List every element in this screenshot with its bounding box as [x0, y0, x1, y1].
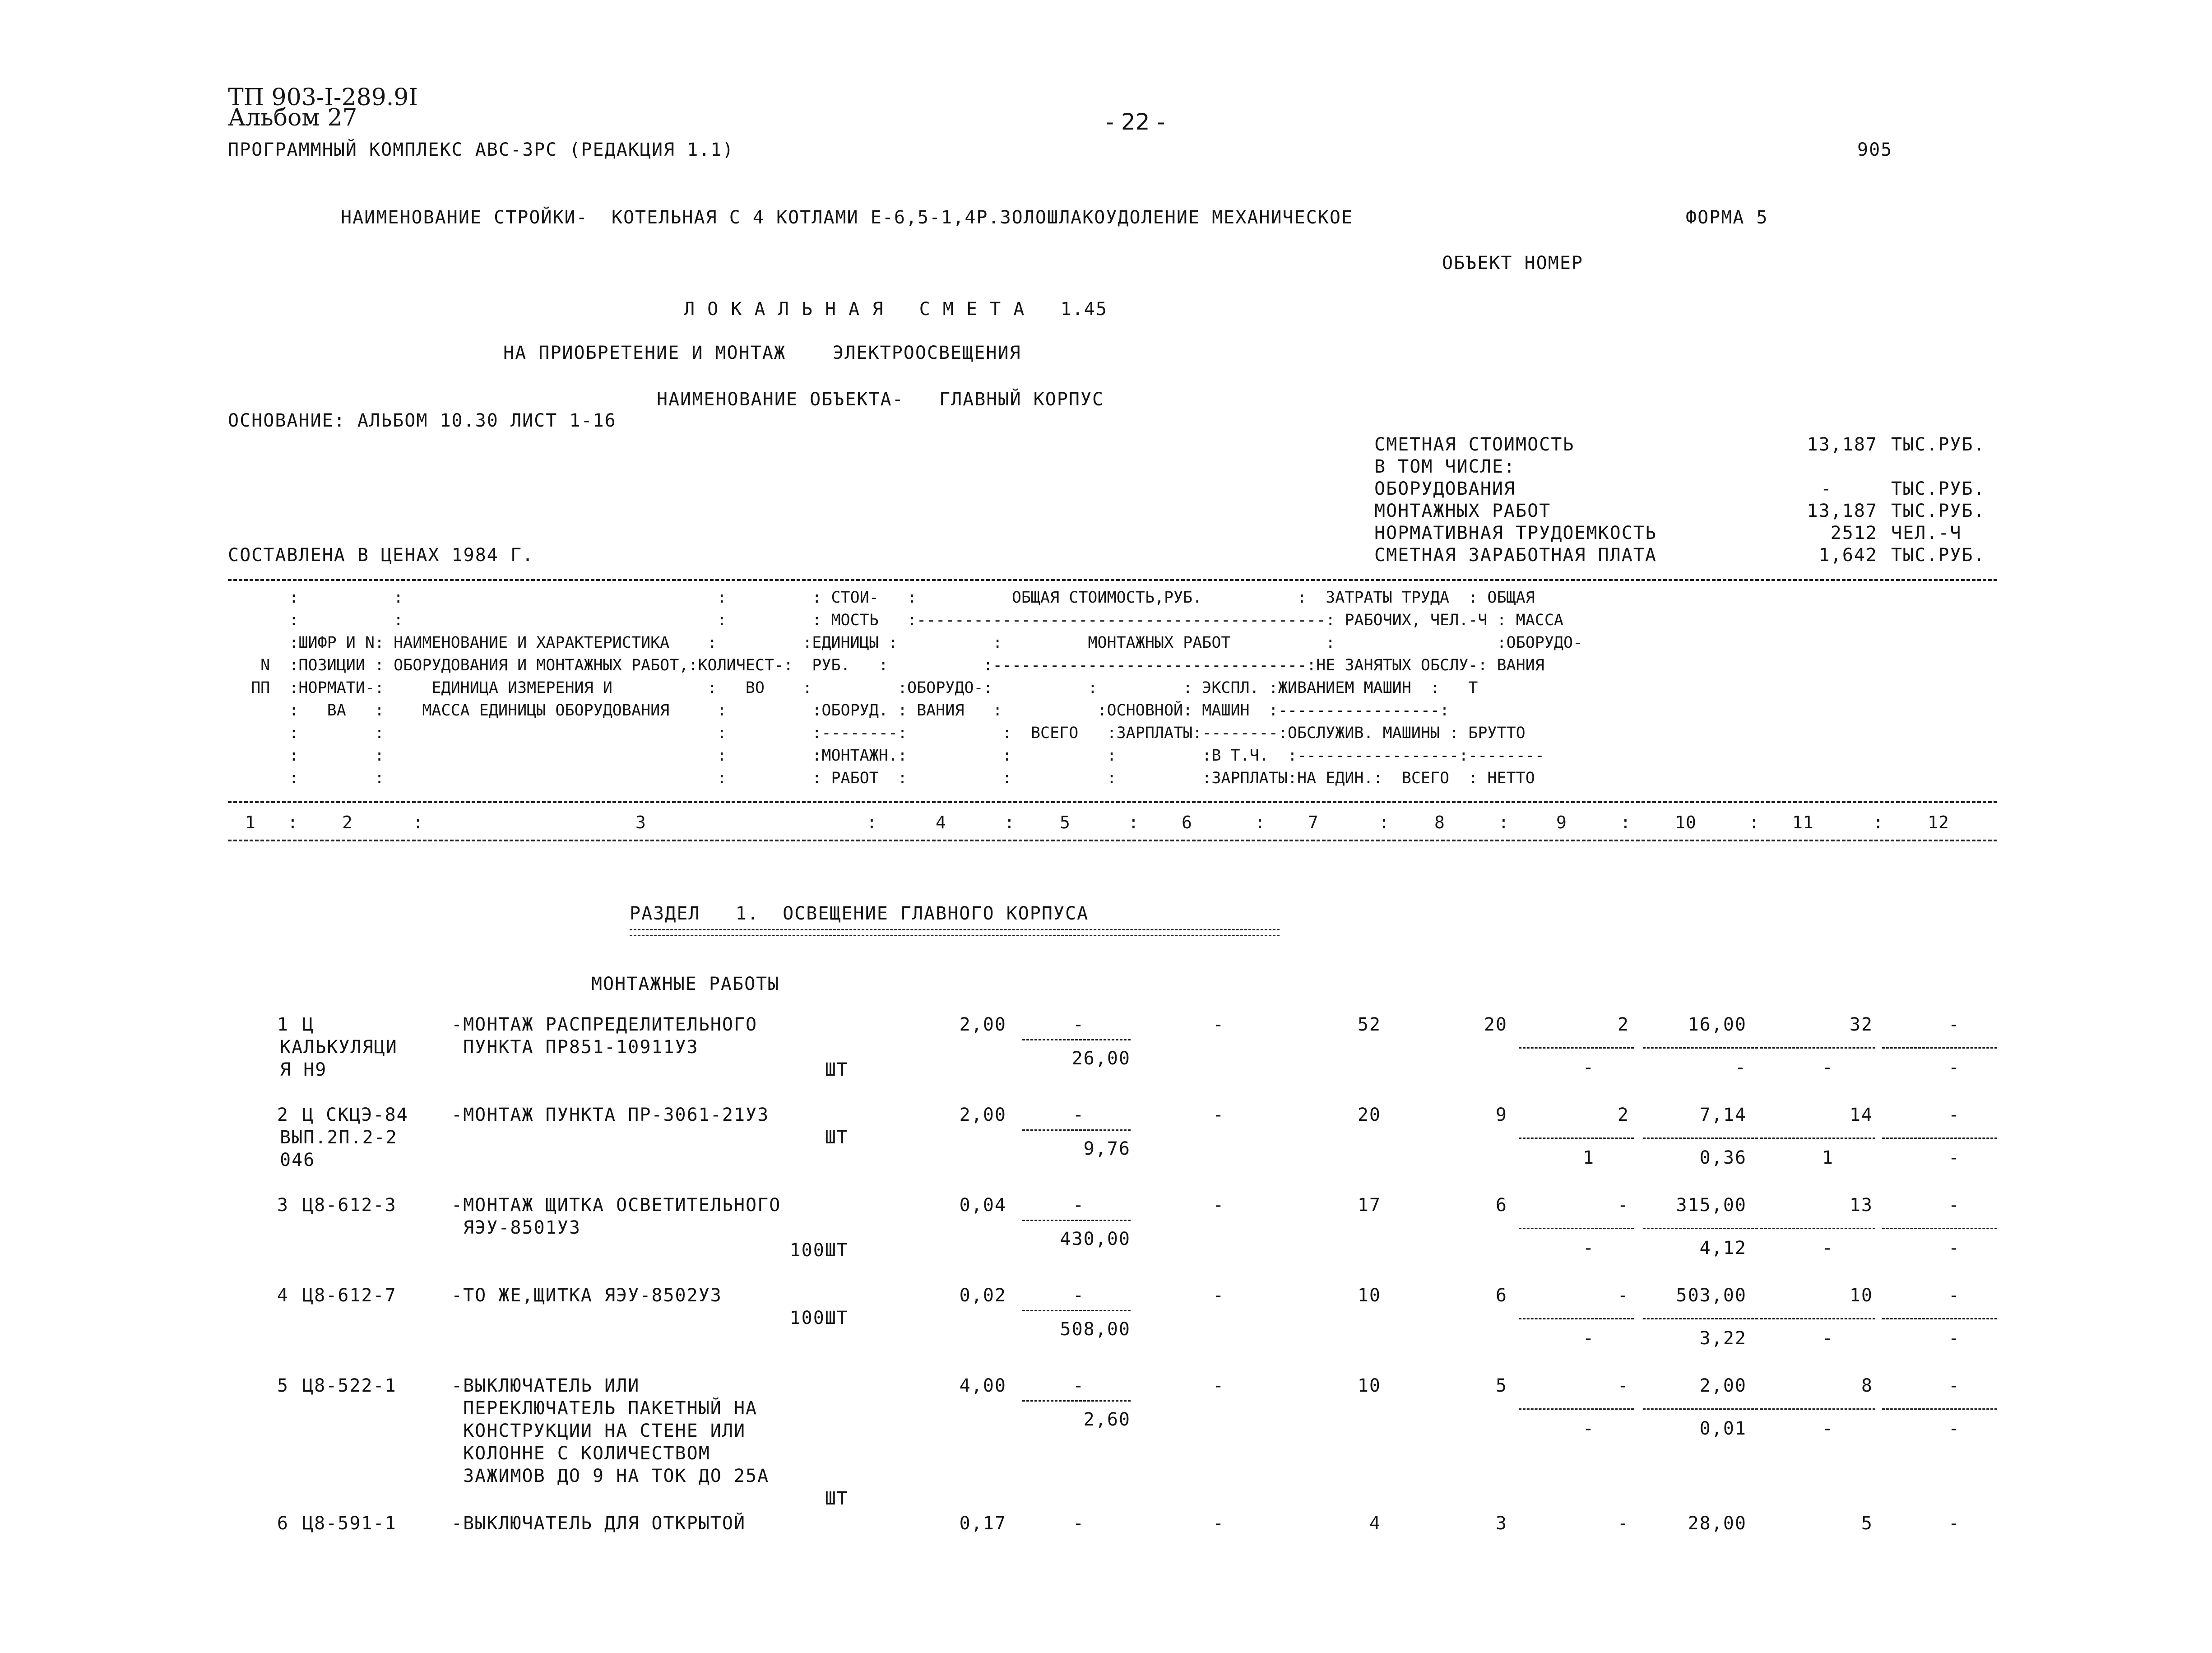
row-total: 17 — [1357, 1195, 1381, 1216]
column-separator: : — [413, 813, 424, 832]
row-equipment-price: - — [1072, 1195, 1085, 1216]
row-mass-net: - — [1948, 1057, 1961, 1078]
row-unit: ШТ — [825, 1127, 849, 1148]
table-header-rule — [228, 801, 1997, 803]
row-mass: - — [1948, 1014, 1961, 1035]
row-equipment-price: - — [1072, 1014, 1085, 1035]
row-total: 20 — [1357, 1105, 1381, 1125]
row-machine-exploitation: - — [1617, 1285, 1629, 1306]
table-header — [241, 590, 2002, 802]
row-labor-divider — [1519, 1047, 1634, 1049]
row-labor-total: 8 — [1861, 1375, 1873, 1396]
summary-value: - — [1820, 478, 1832, 499]
row-unit: 100ШТ — [789, 1240, 849, 1261]
row-labor-machines-per-unit: - — [1734, 1057, 1747, 1078]
row-machine-wage: - — [1582, 1328, 1595, 1349]
header-line: : : : :--------: : ВСЕГО :ЗАРПЛАТЫ:--------:ОБСЛУЖИВ. МАШИНЫ : БРУТТО — [241, 724, 1526, 742]
row-description: ЯЭУ-8501У3 — [451, 1217, 581, 1238]
row-unit: ШТ — [825, 1059, 849, 1080]
header-line: : : : :МОНТАЖН.: : : :В Т.Ч. :-----------------:-------- — [241, 747, 1544, 765]
header-line: :ШИФР И N: НАИМЕНОВАНИЕ И ХАРАКТЕРИСТИКА : :ЕДИНИЦЫ : : МОНТАЖНЫХ РАБОТ : :ОБОРУДО- — [241, 634, 1583, 652]
row-description: -МОНТАЖ ЩИТКА ОСВЕТИТЕЛЬНОГО — [451, 1195, 781, 1216]
row-description: -МОНТАЖ РАСПРЕДЕЛИТЕЛЬНОГО — [451, 1014, 758, 1035]
row-machine-exploitation: 2 — [1617, 1105, 1629, 1125]
row-labor-divider — [1882, 1138, 1997, 1139]
row-labor-divider — [1760, 1228, 1875, 1229]
row-total: 4 — [1369, 1513, 1381, 1534]
column-number: 2 — [342, 813, 353, 832]
row-code: 046 — [280, 1150, 315, 1170]
summary-unit: ТЫС.РУБ. — [1891, 478, 1985, 499]
row-total: 10 — [1357, 1285, 1381, 1306]
row-base-wage: 6 — [1495, 1285, 1507, 1306]
row-price-divider — [1022, 1039, 1131, 1040]
row-mounting-price: 430,00 — [1060, 1229, 1131, 1249]
row-labor-divider — [1519, 1318, 1634, 1319]
row-labor-divider — [1760, 1408, 1875, 1410]
summary-unit: ТЫС.РУБ. — [1891, 434, 1985, 455]
summary-unit: ЧЕЛ.-Ч — [1891, 523, 1962, 543]
summary-unit: ТЫС.РУБ. — [1891, 545, 1985, 566]
row-labor-per-unit: 2,00 — [1699, 1375, 1747, 1396]
row-labor-divider — [1882, 1047, 1997, 1049]
row-number: 6 — [277, 1513, 289, 1534]
column-separator: : — [1749, 813, 1760, 832]
row-labor-divider — [1643, 1318, 1758, 1319]
column-number: 11 — [1792, 813, 1814, 832]
row-labor-machines-per-unit: 4,12 — [1699, 1238, 1747, 1258]
row-code: КАЛЬКУЛЯЦИ — [280, 1037, 398, 1058]
row-number: 4 — [277, 1285, 289, 1306]
summary-value: 1,642 — [1818, 545, 1878, 566]
row-mass-net: - — [1948, 1147, 1961, 1168]
estimate-title: Л О К А Л Ь Н А Я С М Е Т А 1.45 — [684, 299, 1108, 320]
row-labor-divider — [1519, 1408, 1634, 1410]
form-label: ФОРМА 5 — [1686, 207, 1768, 228]
row-labor-machines-total: - — [1822, 1328, 1834, 1349]
column-number: 12 — [1928, 813, 1949, 832]
row-mounting-price: 26,00 — [1071, 1048, 1131, 1069]
row-base-wage: 20 — [1484, 1014, 1507, 1035]
row-price-divider — [1022, 1220, 1131, 1221]
row-number: 3 — [277, 1195, 289, 1216]
row-labor-total: 5 — [1861, 1513, 1873, 1534]
document-code-stamp: ТП 903-I-289.9I — [228, 84, 418, 111]
row-machine-wage: - — [1582, 1418, 1595, 1439]
column-separator: : — [1498, 813, 1509, 832]
row-mass: - — [1948, 1105, 1961, 1125]
row-labor-divider — [1882, 1318, 1997, 1319]
column-number: 4 — [936, 813, 946, 832]
row-labor-per-unit: 315,00 — [1676, 1195, 1747, 1216]
row-labor-divider — [1882, 1408, 1997, 1410]
row-quantity: 4,00 — [959, 1375, 1006, 1396]
object-number-label: ОБЪЕКТ НОМЕР — [1442, 253, 1583, 274]
row-mounting-price: 508,00 — [1060, 1319, 1131, 1340]
summary-label: МОНТАЖНЫХ РАБОТ — [1374, 501, 1551, 521]
row-code: Я Н9 — [280, 1059, 327, 1080]
row-labor-total: 10 — [1849, 1285, 1873, 1306]
row-equipment-total: - — [1212, 1513, 1225, 1534]
row-unit: 100ШТ — [789, 1308, 849, 1328]
row-labor-divider — [1643, 1047, 1758, 1049]
row-labor-divider — [1643, 1228, 1758, 1229]
row-description: ПЕРЕКЛЮЧАТЕЛЬ ПАКЕТНЫЙ НА — [451, 1398, 758, 1419]
row-equipment-price: - — [1072, 1375, 1085, 1396]
section-title: РАЗДЕЛ 1. ОСВЕЩЕНИЕ ГЛАВНОГО КОРПУСА — [630, 903, 1089, 924]
row-mass-net: - — [1948, 1238, 1961, 1258]
row-equipment-price: - — [1072, 1513, 1085, 1534]
row-machine-exploitation: - — [1617, 1195, 1629, 1216]
row-labor-total: 32 — [1849, 1014, 1873, 1035]
section-underline — [630, 929, 1280, 936]
row-labor-divider — [1760, 1318, 1875, 1319]
column-separator: : — [1255, 813, 1266, 832]
row-mass: - — [1948, 1513, 1961, 1534]
row-price-divider — [1022, 1310, 1131, 1311]
row-machine-wage: - — [1582, 1057, 1595, 1078]
summary-value: 13,187 — [1807, 434, 1878, 455]
row-labor-machines-total: - — [1822, 1057, 1834, 1078]
summary-label: В ТОМ ЧИСЛЕ: — [1374, 456, 1516, 477]
row-description: -ТО ЖЕ,ЩИТКА ЯЭУ-8502У3 — [451, 1285, 722, 1306]
header-line: ПП :НОРМАТИ-: ЕДИНИЦА ИЗМЕРЕНИЯ И : ВО : :ОБОРУДО-: : : ЭКСПЛ. :ЖИВАНИЕМ МАШИН : Т — [241, 679, 1478, 697]
summary-value: 2512 — [1830, 523, 1878, 543]
row-quantity: 0,04 — [959, 1195, 1006, 1216]
header-line: : : : : РАБОТ : : : :ЗАРПЛАТЫ:НА ЕДИН.: ВСЕГО : НЕТТО — [241, 769, 1535, 787]
row-total: 10 — [1357, 1375, 1381, 1396]
row-quantity: 0,02 — [959, 1285, 1006, 1306]
program-line: ПРОГРАММНЫЙ КОМПЛЕКС АВС-3РС (РЕДАКЦИЯ 1.1) — [228, 139, 734, 160]
summary-label: НОРМАТИВНАЯ ТРУДОЕМКОСТЬ — [1374, 523, 1657, 543]
row-number: 1 — [277, 1014, 289, 1035]
column-number: 3 — [635, 813, 646, 832]
column-number: 1 — [245, 813, 256, 832]
row-labor-divider — [1760, 1047, 1875, 1049]
summary-label: СМЕТНАЯ ЗАРАБОТНАЯ ПЛАТА — [1374, 545, 1657, 566]
subsection-title: МОНТАЖНЫЕ РАБОТЫ — [591, 974, 780, 994]
row-description: ЗАЖИМОВ ДО 9 НА ТОК ДО 25А — [451, 1466, 770, 1486]
row-mass-net: - — [1948, 1328, 1961, 1349]
row-code: Ц — [302, 1014, 315, 1035]
row-machine-wage: - — [1582, 1238, 1595, 1258]
row-labor-divider — [1643, 1408, 1758, 1410]
summary-value: 13,187 — [1807, 501, 1878, 521]
header-line: : : : : СТОИ- : ОБЩАЯ СТОИМОСТЬ,РУБ. : ЗАТРАТЫ ТРУДА : ОБЩАЯ — [241, 590, 1535, 607]
summary-label: СМЕТНАЯ СТОИМОСТЬ — [1374, 434, 1575, 455]
row-description: ПУНКТА ПР851-10911У3 — [451, 1037, 699, 1058]
column-separator: : — [1873, 813, 1884, 832]
row-equipment-total: - — [1212, 1014, 1225, 1035]
row-code: Ц8-612-3 — [302, 1195, 397, 1216]
row-labor-per-unit: 28,00 — [1688, 1513, 1747, 1534]
row-machine-wage: 1 — [1582, 1147, 1595, 1168]
row-labor-machines-total: - — [1822, 1418, 1834, 1439]
row-code: Ц8-591-1 — [302, 1513, 397, 1534]
row-labor-machines-per-unit: 3,22 — [1699, 1328, 1747, 1349]
column-separator: : — [1128, 813, 1139, 832]
object-name: НАИМЕНОВАНИЕ ОБЪЕКТА- ГЛАВНЫЙ КОРПУС — [657, 389, 1104, 410]
table-column-number-rule — [228, 840, 1997, 841]
row-number: 5 — [277, 1375, 289, 1396]
page-number: - 22 - — [1106, 109, 1165, 135]
row-labor-machines-per-unit: 0,01 — [1699, 1418, 1747, 1439]
column-number: 9 — [1556, 813, 1567, 832]
album-stamp: Альбом 27 — [228, 104, 357, 131]
row-unit: ШТ — [825, 1488, 849, 1509]
column-number: 8 — [1434, 813, 1445, 832]
row-labor-per-unit: 16,00 — [1688, 1014, 1747, 1035]
row-description: -ВЫКЛЮЧАТЕЛЬ ДЛЯ ОТКРЫТОЙ — [451, 1513, 746, 1534]
row-machine-exploitation: 2 — [1617, 1014, 1629, 1035]
row-base-wage: 5 — [1495, 1375, 1507, 1396]
row-description: КОЛОННЕ С КОЛИЧЕСТВОМ — [451, 1443, 710, 1464]
row-labor-machines-per-unit: 0,36 — [1699, 1147, 1747, 1168]
row-description: КОНСТРУКЦИИ НА СТЕНЕ ИЛИ — [451, 1421, 746, 1441]
row-price-divider — [1022, 1129, 1131, 1131]
column-number: 10 — [1675, 813, 1697, 832]
row-labor-divider — [1519, 1138, 1634, 1139]
row-mounting-price: 2,60 — [1083, 1409, 1131, 1430]
row-equipment-total: - — [1212, 1105, 1225, 1125]
row-base-wage: 3 — [1495, 1513, 1507, 1534]
row-quantity: 2,00 — [959, 1105, 1006, 1125]
row-labor-divider — [1643, 1138, 1758, 1139]
row-code: ВЫП.2П.2-2 — [280, 1127, 398, 1148]
row-machine-exploitation: - — [1617, 1513, 1629, 1534]
column-number: 6 — [1182, 813, 1192, 832]
row-base-wage: 9 — [1495, 1105, 1507, 1125]
row-mounting-price: 9,76 — [1083, 1138, 1131, 1159]
construction-line: НАИМЕНОВАНИЕ СТРОЙКИ- КОТЕЛЬНАЯ С 4 КОТЛАМИ Е-6,5-1,4Р.ЗОЛОШЛАКОУДОЛЕНИЕ МЕХАНИЧЕСКОЕ — [341, 207, 1354, 228]
row-labor-divider — [1760, 1138, 1875, 1139]
column-separator: : — [867, 813, 877, 832]
row-mass: - — [1948, 1195, 1961, 1216]
row-description: -МОНТАЖ ПУНКТА ПР-3061-21У3 — [451, 1105, 770, 1125]
row-labor-divider — [1882, 1228, 1997, 1229]
row-labor-divider — [1519, 1228, 1634, 1229]
row-total: 52 — [1357, 1014, 1381, 1035]
row-quantity: 0,17 — [959, 1513, 1006, 1534]
row-price-divider — [1022, 1400, 1131, 1402]
estimate-subject: НА ПРИОБРЕТЕНИЕ И МОНТАЖ ЭЛЕКТРООСВЕЩЕНИЯ — [503, 343, 1021, 363]
table-top-rule — [228, 579, 1997, 581]
row-quantity: 2,00 — [959, 1014, 1006, 1035]
row-labor-total: 14 — [1849, 1105, 1873, 1125]
column-separator: : — [1004, 813, 1015, 832]
row-labor-per-unit: 7,14 — [1699, 1105, 1747, 1125]
program-code: 905 — [1857, 139, 1893, 160]
summary-unit: ТЫС.РУБ. — [1891, 501, 1985, 521]
column-number: 7 — [1308, 813, 1319, 832]
row-labor-machines-total: 1 — [1822, 1147, 1834, 1168]
column-number: 5 — [1060, 813, 1071, 832]
basis-line: ОСНОВАНИЕ: АЛЬБОМ 10.30 ЛИСТ 1-16 — [228, 410, 617, 431]
row-labor-total: 13 — [1849, 1195, 1873, 1216]
summary-label: ОБОРУДОВАНИЯ — [1374, 478, 1516, 499]
header-line: : ВА : МАССА ЕДИНИЦЫ ОБОРУДОВАНИЯ : :ОБОРУД. : ВАНИЯ : :ОСНОВНОЙ: МАШИН :-----------------: — [241, 701, 1450, 720]
row-number: 2 — [277, 1105, 289, 1125]
row-code: Ц8-612-7 — [302, 1285, 397, 1306]
row-equipment-total: - — [1212, 1285, 1225, 1306]
row-equipment-total: - — [1212, 1375, 1225, 1396]
row-code: Ц СКЦЭ-84 — [302, 1105, 408, 1125]
row-equipment-price: - — [1072, 1285, 1085, 1306]
row-mass-net: - — [1948, 1418, 1961, 1439]
column-separator: : — [288, 813, 298, 832]
row-machine-exploitation: - — [1617, 1375, 1629, 1396]
row-mass: - — [1948, 1375, 1961, 1396]
row-equipment-price: - — [1072, 1105, 1085, 1125]
column-separator: : — [1379, 813, 1390, 832]
row-code: Ц8-522-1 — [302, 1375, 397, 1396]
prices-line: СОСТАВЛЕНА В ЦЕНАХ 1984 Г. — [228, 545, 534, 566]
row-labor-machines-total: - — [1822, 1238, 1834, 1258]
row-mass: - — [1948, 1285, 1961, 1306]
row-labor-per-unit: 503,00 — [1676, 1285, 1747, 1306]
row-base-wage: 6 — [1495, 1195, 1507, 1216]
header-line: : : : : МОСТЬ :-------------------------------------------: РАБОЧИХ, ЧЕЛ.-Ч : МАССА — [241, 611, 1563, 629]
row-equipment-total: - — [1212, 1195, 1225, 1216]
header-line: N :ПОЗИЦИИ : ОБОРУДОВАНИЯ И МОНТАЖНЫХ РАБОТ,:КОЛИЧЕСТ-: РУБ. : :---------------------------------:НЕ ЗАНЯТЫХ ОБСЛУ-: ВАНИЯ — [241, 656, 1544, 674]
column-separator: : — [1620, 813, 1631, 832]
row-description: -ВЫКЛЮЧАТЕЛЬ ИЛИ — [451, 1375, 640, 1396]
